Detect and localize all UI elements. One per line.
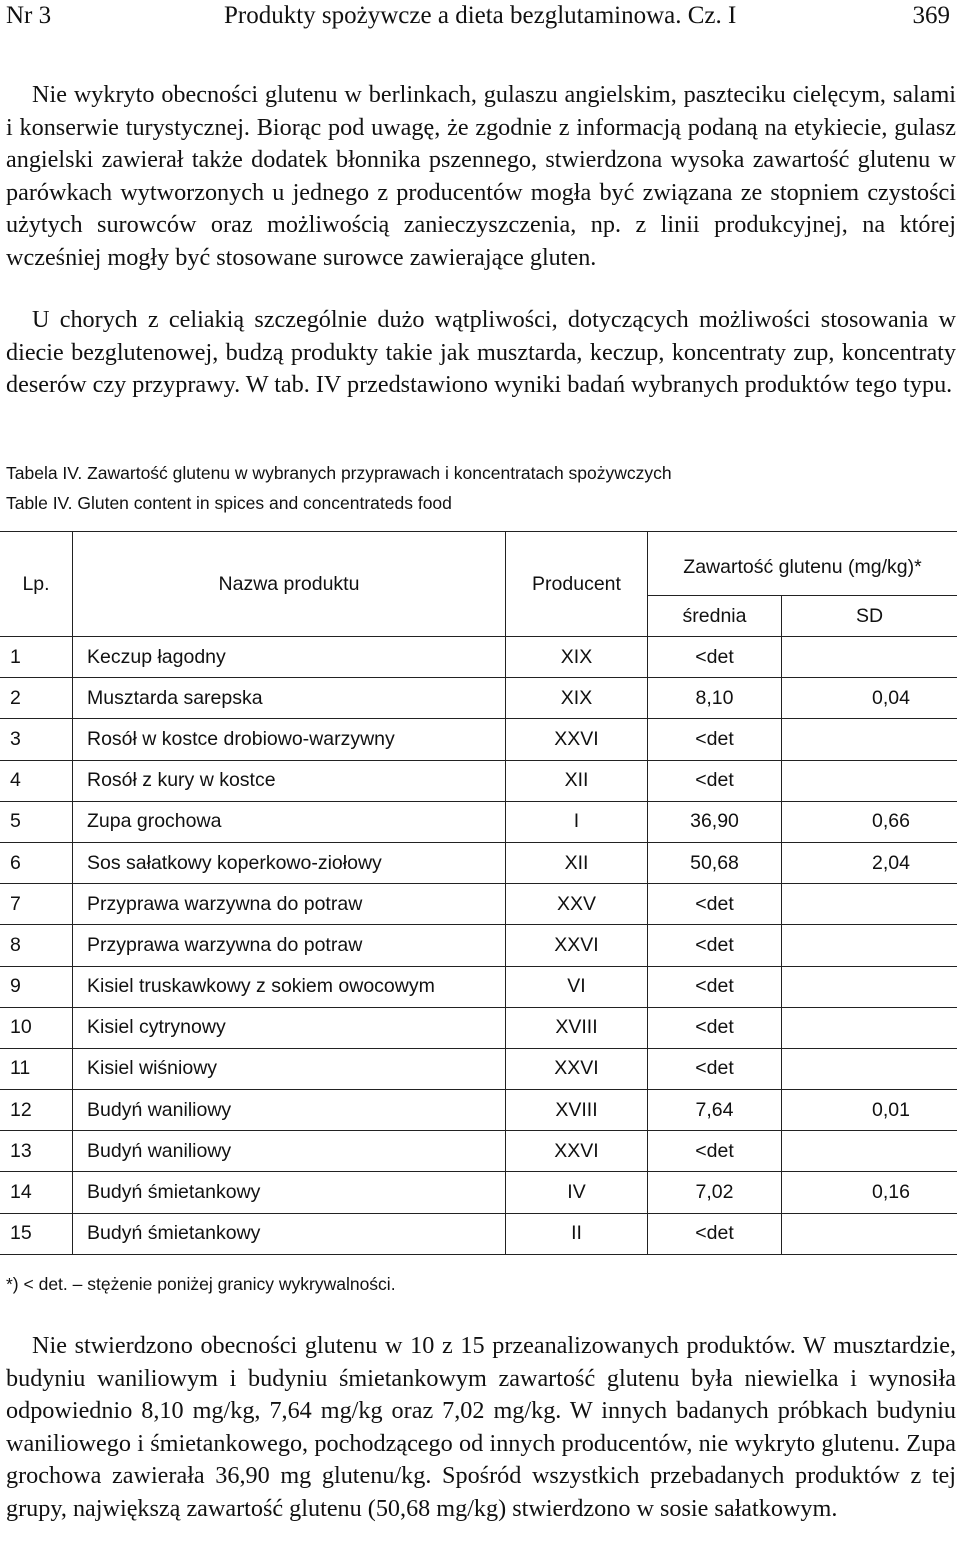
cell-producer: XXVI: [506, 719, 648, 760]
cell-producer: XII: [506, 842, 648, 883]
cell-sd: [782, 760, 958, 801]
cell-sd: [782, 925, 958, 966]
cell-name: Zupa grochowa: [73, 801, 506, 842]
cell-name: Sos sałatkowy koperkowo-ziołowy: [73, 842, 506, 883]
paragraph-1: Nie wykryto obecności glutenu w berlinkach, gulaszu angielskim, paszteciku cielęcym, salami i konserwie turystycznej. Biorąc pod uwagę, że zgodnie z informacją podaną na etykiecie, gulasz angielski zawierał także dodatek błonnika pszennego, stwierdzona wysoka zawartość glutenu w parówkach wytworzonych u jednego z producentów mogła być związana ze stopniem czystości użytych surowców oraz możliwością zanieczyszczenia, np. z linii produkcyjnej, na której wcześniej mogły być stosowane surowce zawierające gluten.: [6, 81, 956, 271]
table-row: [0, 884, 957, 925]
cell-producer: XXVI: [506, 1131, 648, 1172]
cell-mean: <det: [648, 637, 782, 678]
cell-sd: [782, 1131, 958, 1172]
table-header-row: [0, 532, 957, 596]
cell-lp: 11: [0, 1048, 73, 1089]
cell-name: Przyprawa warzywna do potraw: [73, 925, 506, 966]
cell-lp: 10: [0, 1007, 73, 1048]
cell-producer: XIX: [506, 637, 648, 678]
cell-lp: 12: [0, 1090, 73, 1131]
cell-lp: 6: [0, 842, 73, 883]
cell-sd: [782, 1007, 958, 1048]
issue-number: Nr 3: [6, 2, 52, 29]
cell-sd: [782, 719, 958, 760]
cell-sd: [782, 884, 958, 925]
table-row: [0, 1172, 957, 1213]
cell-producer: VI: [506, 966, 648, 1007]
header-mean: średnia: [648, 596, 782, 637]
cell-producer: XIX: [506, 678, 648, 719]
cell-name: Budyń śmietankowy: [73, 1213, 506, 1254]
cell-lp: 14: [0, 1172, 73, 1213]
cell-mean: 50,68: [648, 842, 782, 883]
cell-producer: XXVI: [506, 1048, 648, 1089]
table-row: [0, 1131, 957, 1172]
cell-lp: 2: [0, 678, 73, 719]
cell-mean: <det: [648, 760, 782, 801]
cell-mean: <det: [648, 1007, 782, 1048]
table-row: [0, 637, 957, 678]
running-title: Produkty spożywcze a dieta bezglutaminowa. Cz. I: [224, 2, 737, 29]
cell-mean: 8,10: [648, 678, 782, 719]
cell-mean: 36,90: [648, 801, 782, 842]
table-row: [0, 1048, 957, 1089]
cell-name: Kisiel truskawkowy z sokiem owocowym: [73, 966, 506, 1007]
page-number: 369: [912, 2, 950, 29]
cell-sd: 0,16: [782, 1172, 958, 1213]
cell-producer: XXVI: [506, 925, 648, 966]
table-row: [0, 842, 957, 883]
cell-name: Budyń waniliowy: [73, 1131, 506, 1172]
table-row: [0, 1213, 957, 1254]
paragraph-3: Nie stwierdzono obecności glutenu w 10 z 15 przeanalizowanych produktów. W musztardzie, budyniu waniliowym i budyniu śmietankowym zawartość glutenu była niewielka i wynosiła odpowiednio 8,10 mg/kg, 7,64 mg/kg oraz 7,02 mg/kg. W innych badanych próbkach budyniu waniliowego i śmietankowego, pochodzącego od innych producentów, nie wykryto glutenu. Zupa grochowa zawierała 36,90 mg glutenu/kg. Spośród wszystkich przebadanych produktów z tej grupy, największą zawartość glutenu (50,68 mg/kg) stwierdzono w sosie sałatkowym.: [6, 1332, 956, 1522]
cell-lp: 3: [0, 719, 73, 760]
cell-name: Budyń śmietankowy: [73, 1172, 506, 1213]
cell-name: Rosół w kostce drobiowo-warzywny: [73, 719, 506, 760]
table-footnote: *) < det. – stężenie poniżej granicy wykrywalności.: [6, 1274, 396, 1294]
cell-sd: [782, 966, 958, 1007]
cell-mean: <det: [648, 1131, 782, 1172]
cell-lp: 15: [0, 1213, 73, 1254]
cell-lp: 9: [0, 966, 73, 1007]
gluten-table: [0, 531, 957, 1255]
table-row: [0, 719, 957, 760]
cell-lp: 8: [0, 925, 73, 966]
cell-name: Musztarda sarepska: [73, 678, 506, 719]
cell-lp: 1: [0, 637, 73, 678]
cell-mean: <det: [648, 884, 782, 925]
table-body: [0, 637, 957, 1255]
table-caption-en: Table IV. Gluten content in spices and concentrateds food: [6, 493, 452, 513]
cell-mean: 7,64: [648, 1090, 782, 1131]
cell-producer: IV: [506, 1172, 648, 1213]
cell-producer: XVIII: [506, 1007, 648, 1048]
page-header: [6, 2, 950, 36]
cell-sd: [782, 637, 958, 678]
cell-name: Kisiel cytrynowy: [73, 1007, 506, 1048]
cell-mean: <det: [648, 1048, 782, 1089]
cell-name: Budyń waniliowy: [73, 1090, 506, 1131]
table-row: [0, 925, 957, 966]
cell-mean: <det: [648, 1213, 782, 1254]
cell-sd: 0,04: [782, 678, 958, 719]
table-row: [0, 801, 957, 842]
cell-producer: XII: [506, 760, 648, 801]
header-name: Nazwa produktu: [73, 532, 506, 637]
table-row: [0, 966, 957, 1007]
cell-mean: 7,02: [648, 1172, 782, 1213]
cell-producer: XXV: [506, 884, 648, 925]
paragraph-2: U chorych z celiakią szczególnie dużo wątpliwości, dotyczących możliwości stosowania w diecie bezglutenowej, budzą produkty takie jak musztarda, keczup, koncentraty zup, koncentraty deserów czy przyprawy. W tab. IV przedstawiono wyniki badań wybranych produktów tego typu.: [6, 306, 956, 398]
header-lp: Lp.: [0, 532, 73, 637]
cell-name: Keczup łagodny: [73, 637, 506, 678]
cell-producer: II: [506, 1213, 648, 1254]
header-producer: Producent: [506, 532, 648, 637]
cell-producer: XVIII: [506, 1090, 648, 1131]
cell-name: Rosół z kury w kostce: [73, 760, 506, 801]
table-row: [0, 1090, 957, 1131]
table-caption-pl: Tabela IV. Zawartość glutenu w wybranych przyprawach i koncentratach spożywczych: [6, 463, 672, 483]
cell-mean: <det: [648, 966, 782, 1007]
cell-lp: 13: [0, 1131, 73, 1172]
cell-producer: I: [506, 801, 648, 842]
cell-lp: 4: [0, 760, 73, 801]
table-row: [0, 678, 957, 719]
header-sd: SD: [782, 596, 958, 637]
cell-sd: 0,01: [782, 1090, 958, 1131]
header-gluten-group: Zawartość glutenu (mg/kg)*: [648, 532, 958, 596]
cell-sd: 2,04: [782, 842, 958, 883]
cell-sd: [782, 1213, 958, 1254]
cell-sd: [782, 1048, 958, 1089]
cell-lp: 7: [0, 884, 73, 925]
cell-sd: 0,66: [782, 801, 958, 842]
table-row: [0, 760, 957, 801]
cell-mean: <det: [648, 925, 782, 966]
table-row: [0, 1007, 957, 1048]
cell-lp: 5: [0, 801, 73, 842]
cell-name: Kisiel wiśniowy: [73, 1048, 506, 1089]
cell-mean: <det: [648, 719, 782, 760]
cell-name: Przyprawa warzywna do potraw: [73, 884, 506, 925]
